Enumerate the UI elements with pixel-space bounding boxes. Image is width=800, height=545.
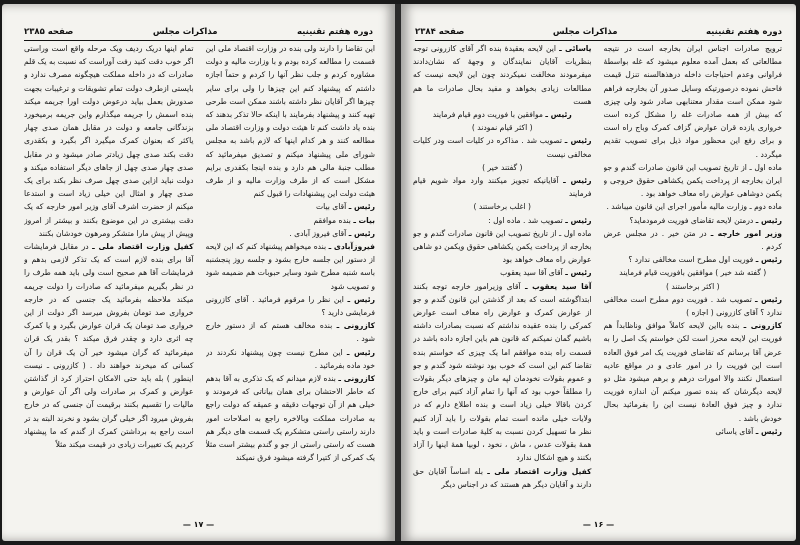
page-header bbox=[415, 24, 782, 41]
paragraph bbox=[604, 319, 783, 425]
publication-title: مذاکرات مجلس bbox=[152, 26, 218, 37]
paragraph-text: تصویب شد . مذاکره در کلیات است ودر کلیات مخالفی نیست bbox=[413, 136, 592, 159]
paragraph bbox=[413, 108, 592, 121]
paragraph bbox=[413, 280, 592, 465]
speaker-name: رئیس ـ bbox=[755, 426, 782, 436]
paragraph-text: ( گفتند خیر ) bbox=[482, 162, 523, 172]
paragraph bbox=[206, 319, 376, 345]
speaker-name: رئیس ـ bbox=[348, 202, 375, 212]
paragraph bbox=[604, 280, 783, 293]
paragraph bbox=[413, 227, 592, 267]
paragraph-text: بله اساساً آقایان حق دارند و آقایان دیگر هم هستند که در اجناس دیگر bbox=[413, 466, 592, 489]
speaker-name: کفیل وزارت اقتصاد ملی ـ bbox=[92, 242, 194, 252]
paragraph bbox=[206, 240, 376, 293]
speaker-name: رئیس ـ bbox=[563, 176, 592, 186]
paragraph-text: آقای فیروز آبادی . bbox=[289, 228, 347, 238]
publication-title: مذاکرات مجلس bbox=[552, 26, 618, 37]
paragraph bbox=[604, 425, 783, 438]
paragraph-text: ترویج صادرات اجناس ایران بخارجه است در نتیجه مطالعاتی که بعمل آمده معلوم میشود که غله بواسطهٔ فراوانی وعدم احتیاجات داخله درهذهالسنه تنزل قیمت فاحش نموده درصورتیکه وسایل صدور آن بخارجه فراهم شود ممکن است مقدار معتنابهی صادر شود ولی چیزی که بیش از همه صادرات غله را مشکل کرده است خرواری یازده قران عوارض گزاف کمرک وباج راه است و برای رفع این محظور مواد ذیل برای تصویب تقدیم میگردد . bbox=[603, 44, 782, 159]
right-page bbox=[401, 4, 796, 541]
page-footer-number: — ۱۶ — bbox=[582, 520, 615, 529]
speaker-name: رئیس ـ bbox=[755, 294, 782, 304]
paragraph bbox=[604, 200, 783, 213]
speaker-name: کازرونی ـ bbox=[338, 374, 375, 384]
speaker-name: فیروزآبادی ـ bbox=[328, 242, 375, 252]
paragraph bbox=[604, 161, 783, 201]
paragraph-text: ( گفته شد خیر ) موافقین بافوریت قیام فرمایند bbox=[619, 268, 767, 278]
paragraph bbox=[604, 253, 783, 266]
paragraph-text: آقای وزیرامور خارجه توجه بکنند ابتداگوشته است که بعد از گذشتن این قانون گندم و جو از عوارض کمرک و عوارض راه معاف است عوارض کمرکی را بنده عقیده نداشتم که نسبت بصادرات داشته باشیم گمان نمیکنم که قانون هم باین اجازه داده باشد در قسمت راه بنده موافقم اما یک چیزی که خواستم بنده تقاضا کنم این است که خوب بود نوشته شود گندم و جو و عموم بقولات نخودمان لپه مان و چیزهای دیگر بقولات را مطلقاً خوب بود که آنها را تمام آزاد کنیم برای خارج کردن باقالا خیلی زیاد است و بنده اطلاع دارم که در ولایات خیلی مانده است تمام بقولات را باید آزاد کنیم نظر ما تسهیل کردن نسبت به کلیهٔ صادرات است و باید همهٔ بقولات عدس ، ماش ، نخود ، لوبیا همهٔ اینها را آزاد بکنند و هیچ اشکال ندارد bbox=[413, 281, 592, 463]
paragraph-text: ماده دوم ـ وزارت مالیه مأمور اجرای این قانون میباشد . bbox=[606, 202, 782, 212]
speaker-name: رئیس ـ bbox=[565, 268, 592, 278]
paragraph-text: بنده موافقم bbox=[313, 215, 351, 225]
paragraph bbox=[206, 346, 376, 372]
paragraph-text: بنده بااین لایحه کاملاً موافق وناظابداً هم فوریت این لایحه محرز است لکن خواستم یک اصل را به عرض آقا برسانم که تقاضای فوریت یک امر فوق العاده است این فوریت را در امور عادی و در مواقع عادیه استعمال نکنند والا امورات درهم و برهم میشود مثل دو لایحه دیگرشان که بنده تصور میکنم آن اندازه فوریت ندارد و چیز فوق العادهٔ نیست این را بفرمائید بحال خودش باشد . bbox=[603, 321, 782, 423]
text-columns bbox=[413, 42, 782, 511]
paragraph bbox=[206, 200, 376, 213]
paragraph bbox=[206, 227, 376, 240]
paragraph-text: آقای یاسائی bbox=[715, 426, 754, 436]
paragraph-text: ( اغلب برخاستند ) bbox=[473, 202, 531, 212]
paragraph bbox=[206, 372, 376, 464]
left-page bbox=[2, 4, 395, 541]
paragraph bbox=[604, 42, 783, 161]
paragraph bbox=[413, 42, 592, 108]
paragraph bbox=[413, 134, 592, 160]
page-footer-number: — ۱۷ — bbox=[182, 520, 215, 529]
speaker-name: رئیس ـ bbox=[346, 347, 375, 357]
paragraph bbox=[413, 200, 592, 213]
paragraph-text: آقای آقا سید یعقوب bbox=[500, 268, 563, 278]
paragraph-text: ماده اول ـ از تاریخ تصویب این قانون صادرات گندم و جو ایران بخارجه از پرداخت یکمن یکشاهی حقوق خروجی و یکمن دوشاهی عوارض راه معاف خواهد بود . bbox=[603, 162, 782, 199]
text-column bbox=[206, 42, 376, 511]
paragraph bbox=[413, 465, 592, 491]
paragraph bbox=[604, 214, 783, 227]
page-number-label: صفحه ۲۳۸۵ bbox=[24, 26, 74, 37]
paragraph-text: آقای بیات bbox=[316, 202, 347, 212]
paragraph-text: بنده لازم میدانم که یک تذکری به آقا بدهم که خاطر الاحتشان برای همان بیاناتی که فرمودند و خیلی هم از آن توجهات دقیقه و عمیقه که دولت راجع به صادرات مملکت وبالاخره راجع به اصلاحات امور دارند راستی راستی متشکرم یک قسمت های دیگر هم هست که راستی راستی از جو و گندم بیشتر است مثلاً یک کمرکی از کتیرا گرفته میشود فرق نمیکند bbox=[205, 374, 375, 463]
paragraph-text: ماده اول ـ از تاریخ تصویب این قانون صادرات گندم و جو بخارجه از پرداخت یکمن یکشاهی حقوق ویکمن دو شاهی عوارض راه معاف خواهد بود bbox=[413, 228, 592, 265]
speaker-name: کفیل وزارت اقتصاد ملی ـ bbox=[487, 466, 592, 476]
text-column bbox=[413, 42, 592, 511]
speaker-name: کازرونی ـ bbox=[743, 321, 782, 331]
paragraph-text: در مقابل فرمایشات آقا برای بنده لازم است که یک تذکر لازمی بدهم و فرمایشات آقا هم صحیح است ولی باید همه طرف را در نظر بگیریم میفرمائید که صادرات را دولت جریمه میکند ملاحظه بفرمائید یک جنسی که در خارجه خرواری صد تومان بفروش میرسد اگر دولت از این خرواری صد تومان یک قران عوارض بگیرد و یا کمرک چه اثری دارد و چقدر فرق میکند ؟ بقدر یک قران میفرمائید که گران میشود خیر آن یک قران را آن کسانی که میخرند خواهند داد . ( کازرونی ـ نیست اینطور ) بله باید حتی الامکان احتراز کرد از گذاشتن عوارض و کمرک بر صادرات ولی اگر آن عوارض و مالیات را تقسیم بکنند برقیمت آن جنسی که در خارج بفروش میرود اگر خیلی گران بشود و نخرند البته بد تر است راجع به برداشتن کمرک از گندم که ما پیشنهاد کردیم یک تغییرات زیادی در قیمت میکند مثلاً bbox=[24, 242, 194, 450]
text-columns bbox=[24, 42, 375, 511]
speaker-name: رئیس ـ bbox=[755, 215, 782, 225]
text-column bbox=[604, 42, 783, 511]
speaker-name: رئیس ـ bbox=[348, 228, 375, 238]
paragraph bbox=[413, 266, 592, 279]
paragraph-text: موافقین با فوریت دوم قیام فرمایند bbox=[432, 110, 543, 120]
paragraph bbox=[413, 161, 592, 174]
paragraph bbox=[206, 293, 376, 319]
paragraph-text: تصویب شد . فوریت دوم مطرح است مخالفی ندارد ؟ آقای کازرونی ( اجازه ) bbox=[603, 294, 782, 318]
speaker-name: بیات ـ bbox=[353, 215, 375, 225]
paragraph bbox=[206, 42, 376, 200]
paragraph bbox=[604, 227, 783, 253]
paragraph bbox=[604, 266, 783, 279]
paragraph-text: این نظر را مرقوم فرمائید . آقای کازرونی فرمایشی دارید ؟ bbox=[205, 294, 375, 318]
session-label: دوره هفتم تقنینیه bbox=[297, 26, 373, 37]
speaker-name: وزیر امور خارجه ـ bbox=[710, 228, 782, 238]
page-header bbox=[24, 24, 373, 41]
paragraph-text: این لایحه بعقیدهٔ بنده اگر آقای کازرونی توجه بنظریات آقایان نمایندگان و وجههٔ که نشان‌دادند میفرمودند مخالفت نمیکردند چون این لایحه نیست که مطالعات زیادی بخواهد و مفید بحال صادرات ما هم هست bbox=[413, 44, 592, 106]
paragraph-text: بنده میخواهم پیشنهاد کنم که این لایحه از دستور این جلسه خارج بشود و جلسه روز پنجشنبه باسه شنبه مطرح شود وسایر حبوبات هم ضمیمه شود و تصویب شود bbox=[205, 242, 375, 291]
paragraph bbox=[206, 214, 376, 227]
paragraph bbox=[604, 293, 783, 319]
speaker-name: یاسائی ـ bbox=[559, 44, 592, 53]
paragraph bbox=[413, 121, 592, 134]
paragraph bbox=[413, 174, 592, 200]
paragraph-text: آقایانیکه تجویز میکنند وارد مواد شویم قیام فرمایند bbox=[413, 176, 592, 199]
paragraph-text: درمتن لایحه تقاضای فوریت فرمودماید؟ bbox=[629, 215, 754, 225]
speaker-name: رئیس ـ bbox=[755, 255, 782, 265]
speaker-name: رئیس ـ bbox=[565, 215, 592, 225]
speaker-name: آقا سید یعقوب ـ bbox=[524, 281, 592, 291]
paragraph-text: ( اکثر برخاستند ) bbox=[665, 281, 720, 291]
paragraph-text: تصویب شد . ماده اول : bbox=[488, 215, 563, 225]
text-column bbox=[24, 42, 194, 511]
paragraph-text: در متن خیر . در مجلس عرض کردم . bbox=[603, 228, 782, 252]
speaker-name: رئیس ـ bbox=[347, 294, 375, 304]
paragraph-text: فوریت اول مطرح است مخالفی ندارد ؟ bbox=[628, 255, 754, 265]
paragraph bbox=[413, 214, 592, 227]
paragraph bbox=[24, 240, 194, 451]
paragraph-text: تمام اینها دریک ردیف ویک مرحله واقع است وراستی اگر خوب دقت کنید رفت آوراست که نسبت به یک قلم صادرات که در داخله مملکت هیچگونه مصرف ندارد و بایستی ازطرف دولت تمام تشویقات و ترغیبات بجهت صدورش بعمل بیاید درعوض دولت اورا جریمه میکند بنده اسمش را جریمه میگذارم واین جریمه برمیخورد بزندگانی جامعه و دولت در مقابل همان صدی چهار یاکثر که بعنوان کمرک میگیرد اگر بگیرد و بکقدری دقت بکند صدی چهل زیادتر صادر میشود و در مقابل صدی چهار صدی چهل از جاهای دیگر استفاده میکند و دولت نباید ازاین صدی چهل صرف نظر بکند برای یک صدی چهار و امثال این خیلی زیاد است و استدعا میکنم از حضرت اشرف آقای وزیر امور خارجه که یک دقت بیشتری در این موضوع بکنند و بیشتر از امروز وپیش از پیش مارا متشکر ومرهون خودشان بکنند bbox=[24, 44, 194, 238]
paragraph bbox=[24, 42, 194, 240]
session-label: دوره هفتم تقنینیه bbox=[706, 26, 782, 37]
paragraph-text: بنده مخالف هستم که از دستور خارج شود . bbox=[205, 321, 375, 344]
speaker-name: کازرونی ـ bbox=[336, 321, 375, 331]
page-number-label: صفحه ۲۳۸۴ bbox=[415, 26, 465, 37]
speaker-name: رئیس ـ bbox=[545, 110, 572, 120]
speaker-name: رئیس ـ bbox=[564, 136, 592, 146]
paragraph-text: این تقاضا را دارند ولی بنده در وزارت اقتصاد ملی این قسمت را مطالعه کرده بودم و با وزارت مالیه و دولت مشاوره کردم و جلب نظر آنها را کردم و حتماً اجازه داشتم که پیشنهاد کنم این چیزها را ولی برای سایر چیزها اگر آقایان نظر داشته باشند ممکن است طرحی تهیه کنند و پیشنهاد بفرمایند با اینکه حالا تذکر بدهند که بنده یاد داشت کنم تا هیئت دولت و وزارت اقتصاد ملی مطالعه کنند و هر کدام اینها که لازم باشد به مجلس شورای ملی پیشنهاد میکنم و تصدیق میفرمائید که مطلب جنبهٔ مالی هم دارد و بنده اینجا بکفدری برایم مشکل است که از طرف وزارت مالیه و از طرف هیئت دولت این پیشنهادات را قبول کنم bbox=[205, 44, 375, 199]
paragraph-text: این مطرح نیست چون پیشنهاد نکردند در خود ماده بفرمائید . bbox=[205, 347, 375, 370]
paragraph-text: ( اکثر قیام نمودند ) bbox=[471, 123, 533, 133]
